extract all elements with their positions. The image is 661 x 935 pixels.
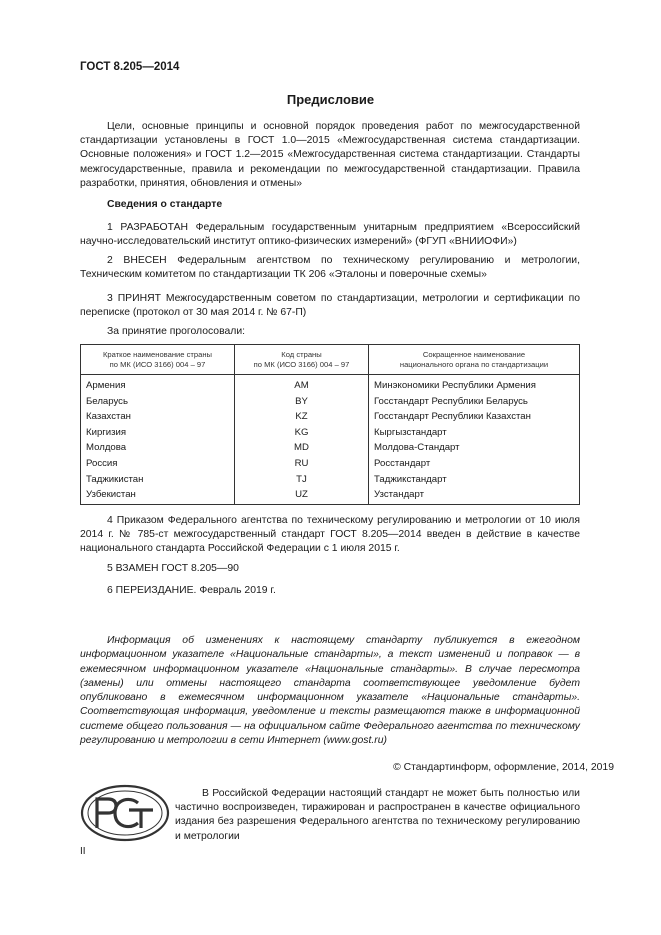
information-paragraph: Информация об изменениях к настоящему стандарту публикуется в ежегодном информационном указателе «Национальные стандарты», а текст изменений и поправок — в ежемесячном информационном указателе «Национальные стандарты». В случае пересмотра (замены) или отмены настоящего стандарта соответствующее уведомление будет опубликовано в ежемесячном информационном указателе «Национальные стандарты». Соответствующая информация, уведомление и тексты размещаются также в информационной системе общего пользования — на официальном сайте Федерального агентства по техническому регулированию и метрологии в сети Интернет (www.gost.ru) <box>80 635 580 747</box>
standards-body-cell: Кыргызстандарт <box>369 425 580 441</box>
standards-body-cell: Госстандарт Республики Беларусь <box>369 394 580 410</box>
header-line: Краткое наименование страны <box>103 349 212 359</box>
table-row <box>81 440 580 456</box>
table-row <box>81 425 580 441</box>
table-row <box>81 394 580 410</box>
country-code-cell: AM <box>235 375 369 394</box>
header-line: Сокращенное наименование <box>422 349 526 359</box>
page-number: II <box>80 846 86 857</box>
reproduction-notice: В Российской Федерации настоящий стандарт не может быть полностью или частично воспроизведен, тиражирован и распространен в качестве официального издания без разрешения Федерального агентства по техническому регулированию и метрологии <box>175 788 580 842</box>
standards-body-cell: Госстандарт Республики Казахстан <box>369 409 580 425</box>
table-row <box>81 472 580 488</box>
standards-body-cell: Минэкономики Республики Армения <box>369 375 580 394</box>
table-row <box>81 456 580 472</box>
item-2-paragraph: 2 ВНЕСЕН Федеральным агентством по техническому регулированию и метрологии, Техническим комитетом по стандартизации ТК 206 «Эталоны и поверочные схемы» <box>80 255 580 281</box>
country-code-cell: UZ <box>235 487 369 504</box>
country-name-cell: Беларусь <box>81 394 235 410</box>
table-row <box>81 409 580 425</box>
country-code-cell: KG <box>235 425 369 441</box>
country-code-cell: RU <box>235 456 369 472</box>
copyright-line: © Стандартинформ, оформление, 2014, 2019 <box>393 762 614 773</box>
countries-table <box>80 344 580 505</box>
item-4-paragraph: 4 Приказом Федерального агентства по техническому регулированию и метрологии от 10 июля 2014 г. № 785-ст межгосударственный стандарт ГОСТ 8.205—2014 введен в действие в качестве национального стандарта Российской Федерации с 1 июля 2015 г. <box>80 515 580 555</box>
country-code-cell: KZ <box>235 409 369 425</box>
item-1-paragraph: 1 РАЗРАБОТАН Федеральным государственным унитарным предприятием «Всероссийский научно-исследовательский институт оптико-физических измерений» (ФГУП «ВНИИОФИ») <box>80 222 580 248</box>
item-6-paragraph: 6 ПЕРЕИЗДАНИЕ. Февраль 2019 г. <box>107 585 276 596</box>
header-line: Код страны <box>281 349 322 359</box>
country-name-cell: Киргизия <box>81 425 235 441</box>
header-line: по МК (ИСО 3166) 004 – 97 <box>253 359 350 369</box>
header-country-name <box>81 345 235 375</box>
page-title: Предисловие <box>286 92 375 107</box>
country-name-cell: Молдова <box>81 440 235 456</box>
country-code-cell: TJ <box>235 472 369 488</box>
rst-logo-icon <box>80 784 170 842</box>
document-header: ГОСТ 8.205—2014 <box>80 61 180 73</box>
standards-body-cell: Росстандарт <box>369 456 580 472</box>
item-5-paragraph: 5 ВЗАМЕН ГОСТ 8.205—90 <box>107 563 239 574</box>
vote-label: За принятие проголосовали: <box>107 326 246 337</box>
country-name-cell: Россия <box>81 456 235 472</box>
item-3-paragraph: 3 ПРИНЯТ Межгосударственным советом по стандартизации, метрологии и сертификации по переписке (протокол от 30 мая 2014 г. № 67-П) <box>80 293 580 319</box>
standards-body-cell: Молдова-Стандарт <box>369 440 580 456</box>
country-name-cell: Таджикистан <box>81 472 235 488</box>
header-country-code <box>235 345 369 375</box>
table-header-row <box>81 345 580 375</box>
country-code-cell: MD <box>235 440 369 456</box>
country-name-cell: Армения <box>81 375 235 394</box>
standards-body-cell: Узстандарт <box>369 487 580 504</box>
country-name-cell: Казахстан <box>81 409 235 425</box>
section-title: Сведения о стандарте <box>107 199 223 210</box>
table-row <box>81 487 580 504</box>
intro-paragraph: Цели, основные принципы и основной порядок проведения работ по межгосударственной стандартизации установлены в ГОСТ 1.0—2015 «Межгосударственная система стандартизации. Основные положения» и ГОСТ 1.2—2015 «Межгосударственная система стандартизации. Стандарты межгосударственные, правила и рекомендации по межгосударственной стандартизации. Правила разработки, принятия, обновления и отмены» <box>80 121 580 189</box>
country-code-cell: BY <box>235 394 369 410</box>
country-name-cell: Узбекистан <box>81 487 235 504</box>
table-row <box>81 375 580 394</box>
header-line: по МК (ИСО 3166) 004 – 97 <box>109 359 206 369</box>
header-standards-body <box>369 345 580 375</box>
standards-body-cell: Таджикстандарт <box>369 472 580 488</box>
header-line: национального органа по стандартизации <box>399 359 549 369</box>
